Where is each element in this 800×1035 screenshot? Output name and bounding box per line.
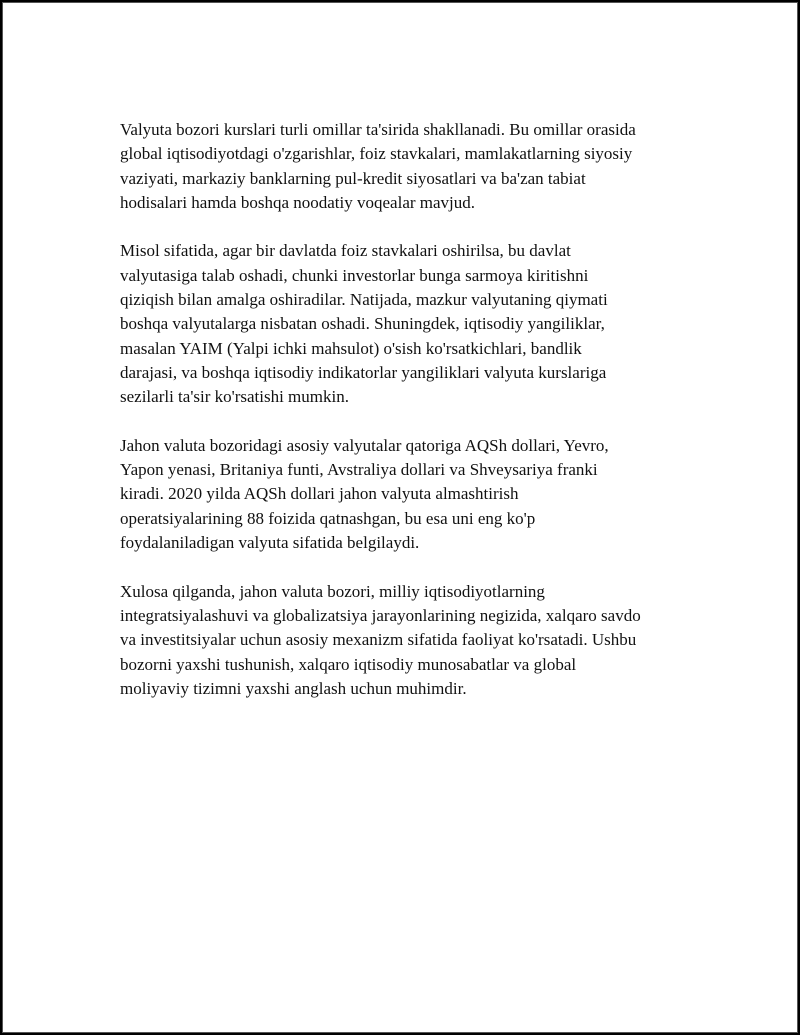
text-line: Valyuta bozori kurslari turli omillar ta'sirida shakllanadi. Bu omillar orasida <box>120 120 636 139</box>
text-line: bozorni yaxshi tushunish, xalqaro iqtisodiy munosabatlar va global <box>120 654 577 674</box>
text-line: boshqa valyutalarga nisbatan oshadi. Shuningdek, iqtisodiy yangiliklar, <box>120 314 605 334</box>
paragraph-2 <box>120 239 710 409</box>
text-line: foydalaniladigan valyuta sifatida belgilaydi. <box>120 533 420 553</box>
text-line: kiradi. 2020 yilda AQSh dollari jahon valyuta almashtirish <box>120 484 519 504</box>
text-line: moliyaviy tizimni yaxshi anglash uchun muhimdir. <box>120 678 467 698</box>
text-line: operatsiyalarining 88 foizida qatnashgan, bu esa uni eng ko'p <box>120 508 536 528</box>
paragraph-3 <box>120 434 710 555</box>
text-line: Jahon valuta bozoridagi asosiy valyutalar qatoriga AQSh dollari, Yevro, <box>120 435 609 455</box>
text-line: masalan YAIM (Yalpi ichki mahsulot) o'sish ko'rsatkichlari, bandlik <box>120 338 582 358</box>
text-line: integratsiyalashuvi va globalizatsiya jarayonlarining negizida, xalqaro savdo <box>120 605 641 625</box>
paragraph-4 <box>120 580 710 701</box>
text-line: Yapon yenasi, Britaniya funti, Avstraliya dollari va Shveysariya franki <box>120 460 598 480</box>
text-line: Xulosa qilganda, jahon valuta bozori, milliy iqtisodiyotlarning <box>120 581 545 601</box>
document-body <box>120 118 710 725</box>
text-line: va investitsiyalar uchun asosiy mexanizm sifatida faoliyat ko'rsatadi. Ushbu <box>120 630 637 650</box>
text-line: qiziqish bilan amalga oshiradilar. Natijada, mazkur valyutaning qiymati <box>120 290 608 310</box>
text-line: Misol sifatida, agar bir davlatda foiz stavkalari oshirilsa, bu davlat <box>120 241 571 261</box>
text-line: hodisalari hamda boshqa noodatiy voqealar mavjud. <box>120 192 476 212</box>
text-line: sezilarli ta'sir ko'rsatishi mumkin. <box>120 387 349 407</box>
text-line: darajasi, va boshqa iqtisodiy indikatorlar yangiliklari valyuta kurslariga <box>120 362 607 382</box>
text-line: global iqtisodiyotdagi o'zgarishlar, foiz stavkalari, mamlakatlarning siyosiy <box>120 144 633 164</box>
paragraph-1 <box>120 118 710 215</box>
text-line: vaziyati, markaziy banklarning pul-kredit siyosatlari va ba'zan tabiat <box>120 168 586 188</box>
text-line: valyutasiga talab oshadi, chunki investorlar bunga sarmoya kiritishni <box>120 265 589 285</box>
